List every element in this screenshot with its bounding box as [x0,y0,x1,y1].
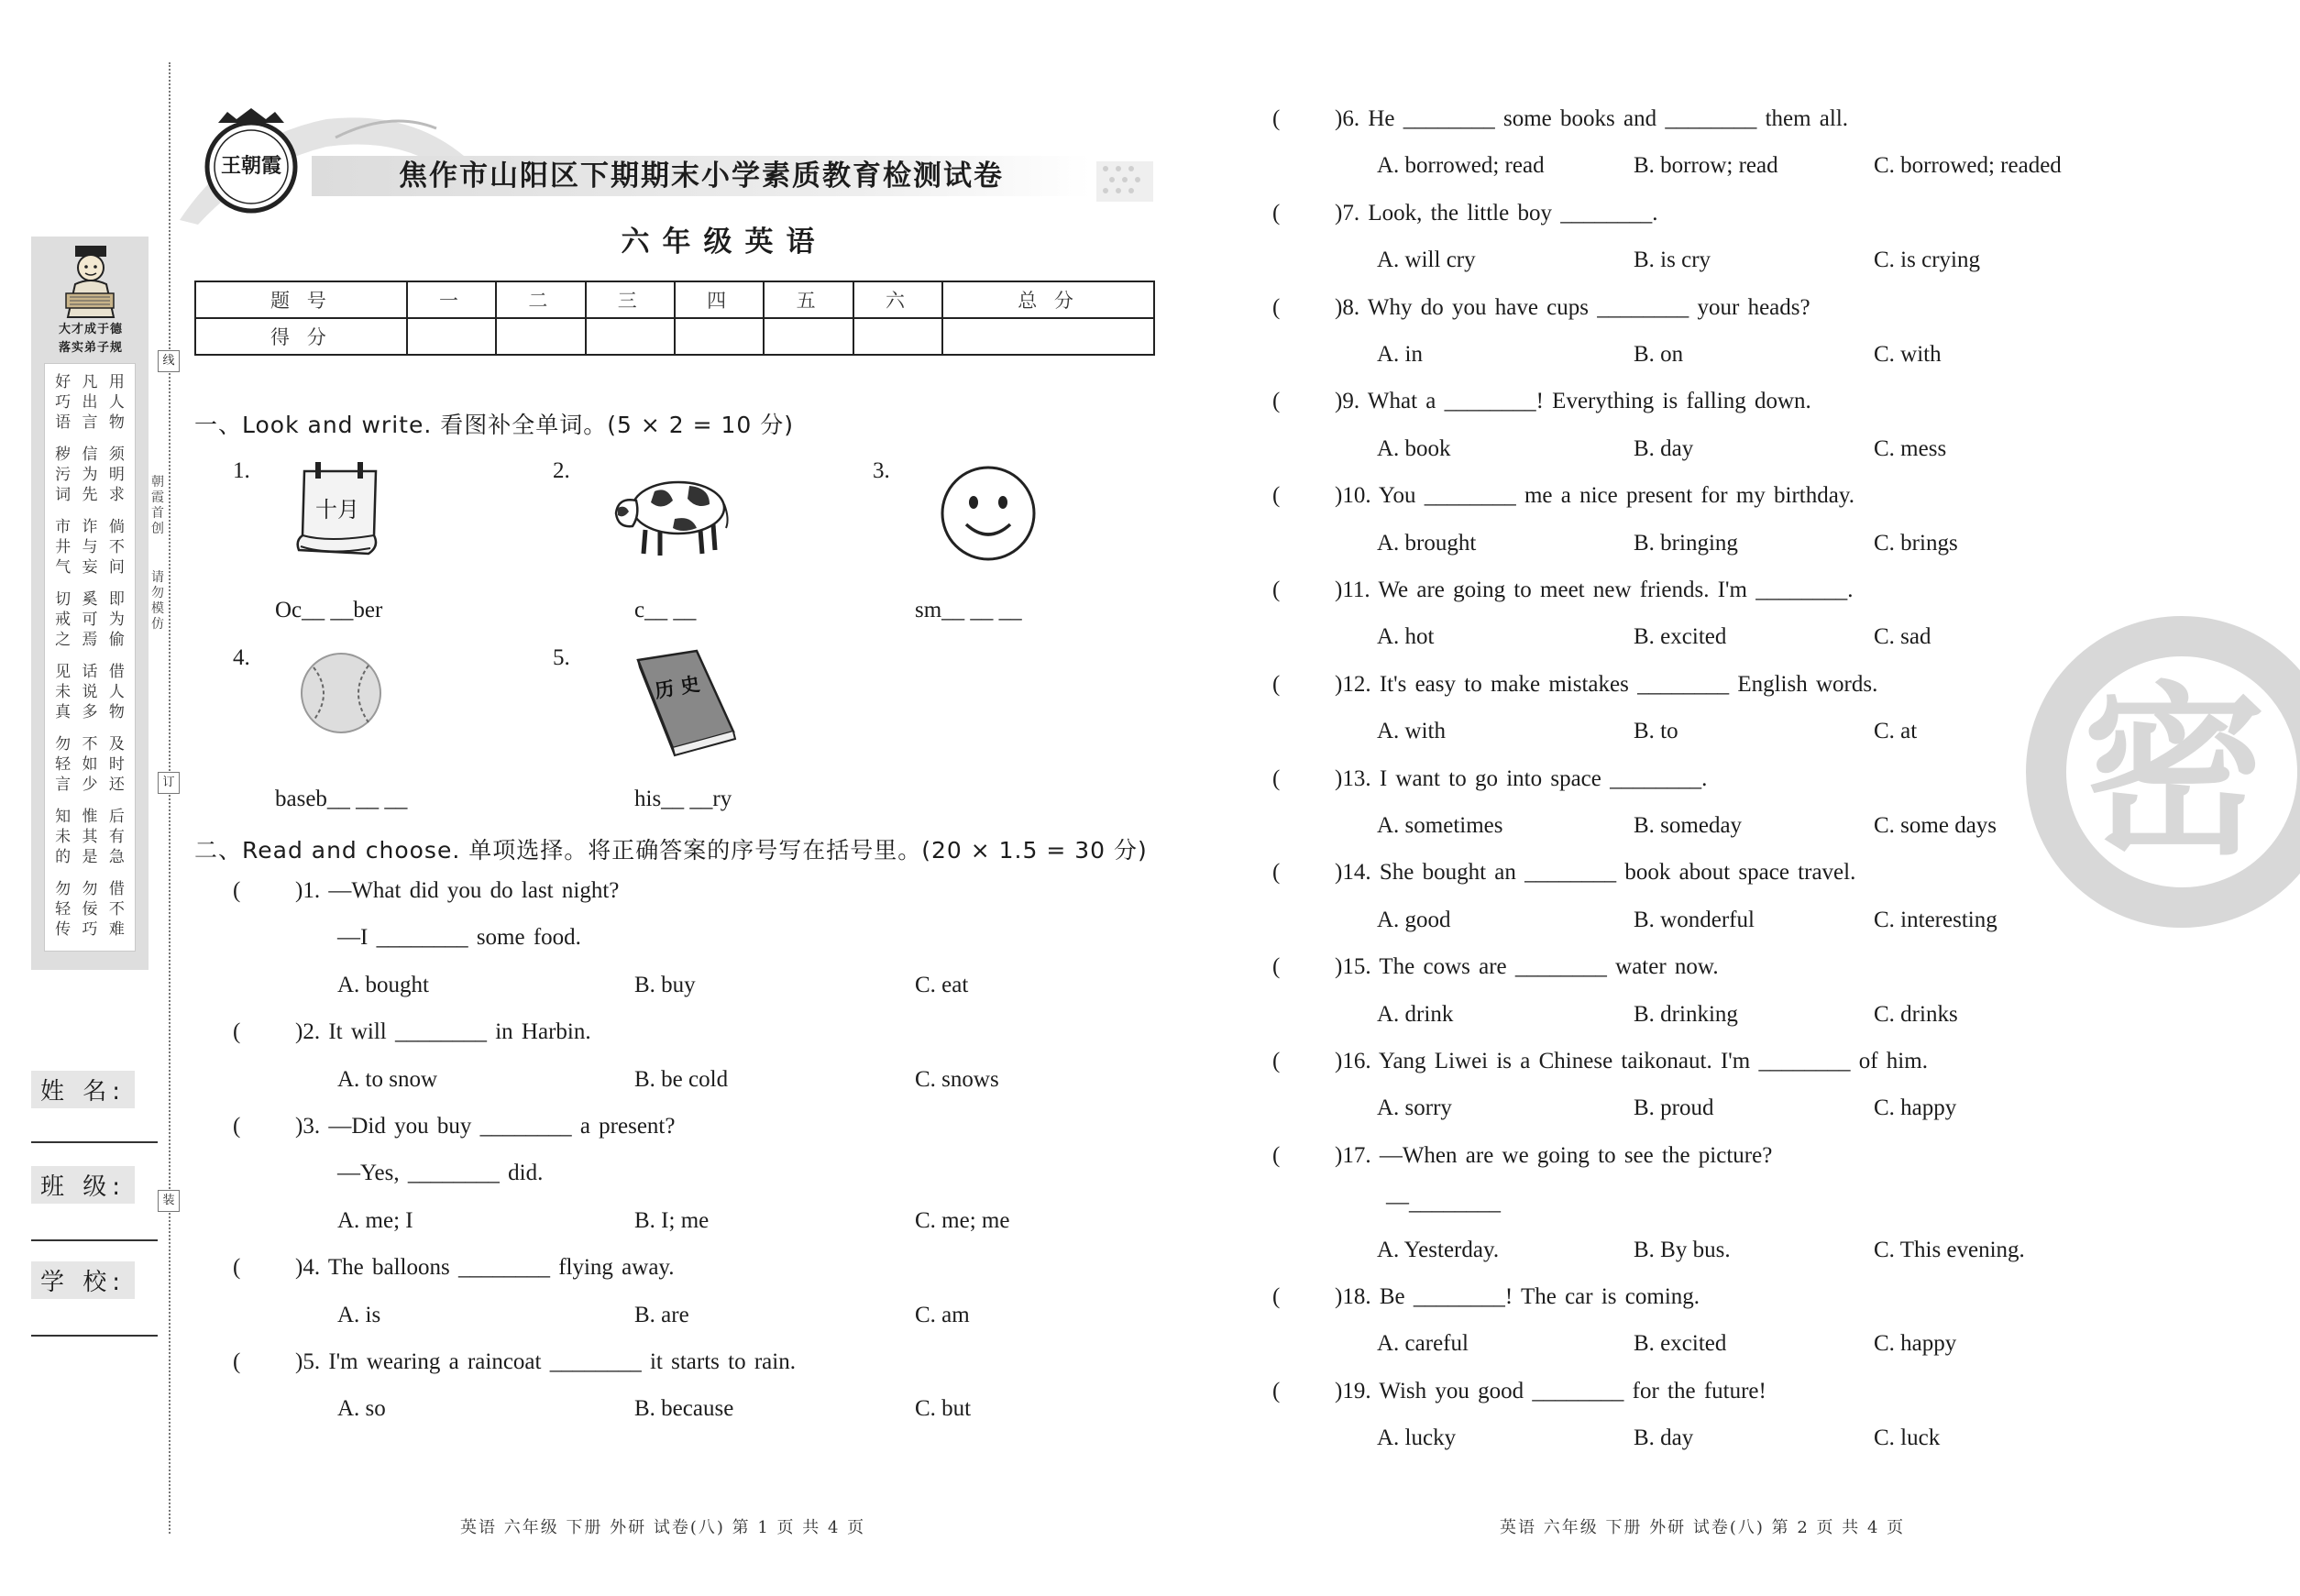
answer-option: C. happy [1874,1331,1957,1357]
score-header-cell: 总 分 [942,281,1154,318]
motto-column [53,517,73,578]
motto-char: 巧 [55,393,72,412]
school-label: 学 校: [31,1261,135,1299]
question-stem: )18. Be ________! The car is coming. [1335,1284,1700,1309]
motto-column [106,589,127,650]
answer-option: C. me; me [915,1207,1010,1233]
question-second-line: —________ [1386,1190,1501,1216]
answer-option: B. excited [1634,1331,1727,1357]
motto-char: 与 [82,538,98,556]
motto-column [53,662,73,722]
answer-bracket[interactable]: ( [1272,106,1281,131]
answer-option: C. borrowed; readed [1874,153,2062,179]
score-table [194,281,1155,356]
motto-group [44,879,136,940]
answer-option: A. bought [337,972,429,997]
answer-option: C. drinks [1874,1001,1958,1027]
score-row-label: 得 分 [195,318,407,355]
answer-option: A. with [1377,719,1446,744]
motto-column [53,589,73,650]
motto-char: 借 [108,880,125,898]
question-stem: )15. The cows are ________ water now. [1335,954,1719,980]
answer-bracket[interactable]: ( [1272,671,1281,697]
item-4-number: 4. [233,645,250,670]
answer-option: A. brought [1377,530,1477,556]
answer-bracket[interactable]: ( [1272,1049,1281,1073]
motto-char: 时 [108,755,125,774]
motto-char: 惟 [82,808,98,826]
answer-option: C. mess [1874,435,1947,461]
cow-icon [609,464,732,559]
exam-subtitle: 六年级英语 [621,226,828,259]
answer-option: C. am [915,1302,970,1327]
answer-option: C. brings [1874,530,1958,556]
answer-option: A. sorry [1377,1095,1452,1121]
answer-option: A. Yesterday. [1377,1237,1500,1262]
stamp-character: 密 [2083,666,2267,880]
motto-char: 如 [82,755,98,774]
calendar-text: 十月 [315,497,359,523]
motto-column [80,372,100,433]
question-stem: )6. He ________ some books and ________ them all. [1335,106,1849,131]
answer-option: C. happy [1874,1095,1957,1121]
motto-char: 不 [108,538,125,556]
motto-char: 的 [55,848,72,866]
question-stem: )3. —Did you buy ________ a present? [295,1114,676,1139]
question-stem: )4. The balloons ________ flying away. [295,1255,675,1281]
score-header-cell: 五 [764,281,853,318]
motto-column [106,662,127,722]
name-label: 姓 名: [31,1071,135,1108]
motto-char: 未 [55,683,72,701]
answer-bracket[interactable]: ( [1272,483,1281,509]
score-cell[interactable] [586,318,675,355]
motto-column [80,879,100,940]
question-stem: )11. We are going to meet new friends. I'm ________. [1335,578,1854,602]
motto-char: 用 [108,373,125,391]
school-field[interactable] [31,1335,158,1337]
motto-char: 物 [108,703,125,721]
motto-char: 其 [82,828,98,846]
answer-option: B. day [1634,1425,1694,1451]
motto-char: 为 [82,466,98,484]
score-cell[interactable] [496,318,585,355]
motto-char: 切 [55,590,72,609]
motto-char: 须 [108,446,125,464]
answer-option: C. some days [1874,813,1997,838]
motto-column [106,445,127,505]
question-stem: )9. What a ________! Everything is falling down. [1335,389,1811,414]
answer-option: C. luck [1874,1425,1941,1451]
question-stem: )16. Yang Liwei is a Chinese taikonaut. I'm ________ of him. [1335,1049,1928,1073]
motto-column [53,807,73,867]
motto-column [53,879,73,940]
score-header-cell: 题 号 [195,281,407,318]
motto-char: 偷 [108,631,125,649]
vertical-note-col-1: 朝 霞 首 创 [151,475,164,536]
motto-char: 人 [108,393,125,412]
answer-option: B. excited [1634,624,1727,650]
answer-option: B. bringing [1634,530,1738,556]
motto-char: 可 [82,611,98,629]
answer-option: B. day [1634,435,1694,461]
motto-char: 不 [82,735,98,754]
answer-option: B. borrow; read [1634,153,1778,179]
score-header-cell: 四 [675,281,764,318]
motto-text [44,363,136,952]
motto-char: 物 [108,413,125,432]
motto-char: 奚 [82,590,98,609]
motto-char: 信 [82,446,98,464]
answer-option: B. is cry [1634,248,1711,273]
answer-bracket[interactable]: ( [1272,860,1281,886]
motto-char: 明 [108,466,125,484]
answer-option: B. buy [634,972,696,997]
item-2-hint: c__ __ [634,598,697,622]
answer-bracket[interactable]: ( [233,878,241,903]
motto-group [44,589,136,650]
item-1-number: 1. [233,458,250,483]
score-cell[interactable] [407,318,496,355]
answer-bracket[interactable]: ( [1272,578,1281,602]
baseball-icon [299,651,383,735]
motto-column [80,662,100,722]
question-stem: )8. Why do you have cups ________ your heads? [1335,294,1810,320]
motto-char: 凡 [82,373,98,391]
motto-char: 词 [55,486,72,504]
motto-group [44,807,136,867]
vertical-note-2: 请 勿 模 仿 [151,570,164,632]
motto-column [53,372,73,433]
motto-char: 传 [55,920,72,939]
motto-column [80,517,100,578]
motto-column [80,734,100,795]
tagline-line-2: 落实弟子规 [58,341,123,355]
motto-char: 语 [55,413,72,432]
item-5-hint: his__ __ry [634,787,732,811]
answer-bracket[interactable]: ( [1272,294,1281,320]
motto-char: 言 [55,776,72,794]
motto-char: 话 [82,663,98,681]
motto-group [44,662,136,722]
motto-char: 言 [82,413,98,432]
motto-char: 多 [82,703,98,721]
answer-option: A. me; I [337,1207,413,1233]
score-cell[interactable] [764,318,853,355]
motto-char: 有 [108,828,125,846]
motto-char: 还 [108,776,125,794]
answer-option: C. sad [1874,624,1931,650]
answer-option: C. interesting [1874,907,1997,932]
motto-char: 戒 [55,611,72,629]
answer-option: A. book [1377,435,1451,461]
question-stem: )13. I want to go into space ________. [1335,765,1708,791]
answer-option: B. drinking [1634,1001,1738,1027]
answer-option: A. will cry [1377,248,1476,273]
answer-bracket[interactable]: ( [1272,1142,1281,1168]
margin-mark-xian: 线 [158,350,180,372]
motto-char: 佞 [82,900,98,919]
motto-char: 即 [108,590,125,609]
tagline-line-1: 大才成于德 [58,323,123,336]
answer-option: A. lucky [1377,1425,1457,1451]
motto-column [80,807,100,867]
answer-option: A. so [337,1396,386,1422]
answer-option: C. is crying [1874,248,1980,273]
score-header-cell: 一 [407,281,496,318]
motto-column [106,879,127,940]
answer-option: C. but [915,1396,972,1422]
name-field[interactable] [31,1141,158,1143]
motto-column [106,734,127,795]
motto-char: 难 [108,920,125,939]
motto-char: 勿 [82,880,98,898]
motto-char: 好 [55,373,72,391]
answer-option: B. proud [1634,1095,1714,1121]
answer-option: B. By bus. [1634,1237,1731,1262]
motto-char: 市 [55,518,72,536]
answer-option: C. snows [915,1066,999,1092]
motto-column [106,517,127,578]
answer-option: C. with [1874,342,1942,367]
answer-option: B. someday [1634,813,1743,838]
score-cell[interactable] [675,318,764,355]
item-3-number: 3. [873,458,890,483]
score-header-cell: 二 [496,281,585,318]
answer-bracket[interactable]: ( [1272,765,1281,791]
answer-option: C. at [1874,719,1918,744]
answer-option: B. because [634,1396,734,1422]
motto-char: 后 [108,808,125,826]
motto-column [106,807,127,867]
answer-option: B. are [634,1302,689,1327]
motto-char: 及 [108,735,125,754]
item-2-number: 2. [553,458,570,483]
motto-char: 妄 [82,558,98,577]
answer-bracket[interactable]: ( [1272,389,1281,414]
section-1-heading: 一、Look and write. 看图补全单词。(5 × 2 = 10 分) [194,412,794,438]
answer-option: B. I; me [634,1207,710,1233]
class-label: 班 级: [31,1166,135,1204]
answer-option: B. be cold [634,1066,729,1092]
question-stem: )14. She bought an ________ book about space travel. [1335,860,1856,886]
motto-char: 先 [82,486,98,504]
item-5-number: 5. [553,645,570,670]
score-header-cell: 六 [853,281,942,318]
answer-bracket[interactable]: ( [233,1255,241,1281]
answer-option: C. This evening. [1874,1237,2025,1262]
answer-bracket[interactable]: ( [1272,200,1281,226]
motto-char: 焉 [82,631,98,649]
question-stem: )10. You ________ me a nice present for my birthday. [1335,483,1854,509]
question-stem: )2. It will ________ in Harbin. [295,1019,591,1045]
motto-char: 人 [108,683,125,701]
answer-bracket[interactable]: ( [1272,954,1281,980]
motto-char: 秽 [55,446,72,464]
motto-char: 未 [55,828,72,846]
answer-bracket[interactable]: ( [1272,1284,1281,1309]
answer-bracket[interactable]: ( [233,1349,241,1374]
question-stem: )5. I'm wearing a raincoat ________ it starts to rain. [295,1349,796,1374]
publisher-logo [200,105,303,215]
motto-group [44,372,136,433]
answer-option: A. drink [1377,1001,1454,1027]
motto-char: 之 [55,631,72,649]
motto-char: 真 [55,703,72,721]
margin-mark-ding: 订 [158,772,180,794]
answer-bracket[interactable]: ( [233,1019,241,1045]
motto-group [44,445,136,505]
item-3-hint: sm__ __ __ [915,598,1022,622]
exam-title: 焦作市山阳区下期期末小学素质教育检测试卷 [399,160,1004,193]
motto-column [53,445,73,505]
score-header-cell: 三 [586,281,675,318]
question-stem: )17. —When are we going to see the picture? [1335,1142,1773,1168]
motto-char: 急 [108,848,125,866]
answer-option: A. to snow [337,1066,438,1092]
motto-group [44,517,136,578]
logo-text: 王朝霞 [220,154,281,178]
smiley-icon [939,464,1038,563]
answer-option: A. careful [1377,1331,1469,1357]
item-4-hint: baseb__ __ __ [275,787,408,811]
section-2-heading: 二、Read and choose. 单项选择。将正确答案的序号写在括号里。(20 × 1.5 = 30 分) [194,837,1148,864]
class-field[interactable] [31,1239,158,1241]
motto-char: 倘 [108,518,125,536]
motto-char: 轻 [55,755,72,774]
motto-char: 污 [55,466,72,484]
score-cell[interactable] [853,318,942,355]
motto-char: 见 [55,663,72,681]
motto-char: 勿 [55,735,72,754]
score-table-header-row [195,281,1154,318]
question-second-line: —I ________ some food. [337,925,581,951]
scholar-illustration [51,240,128,319]
answer-option: A. sometimes [1377,813,1503,838]
motto-char: 出 [82,393,98,412]
calendar-icon [292,458,387,561]
answer-option: A. hot [1377,624,1435,650]
question-stem: )1. —What did you do last night? [295,878,620,903]
motto-char: 轻 [55,900,72,919]
motto-char: 求 [108,486,125,504]
answer-option: A. is [337,1302,381,1327]
answer-bracket[interactable]: ( [1272,1378,1281,1403]
motto-char: 气 [55,558,72,577]
sidebar-tagline [37,321,145,358]
answer-option: A. in [1377,342,1423,367]
motto-char: 为 [108,611,125,629]
motto-column [80,445,100,505]
history-book-icon [633,647,746,759]
motto-char: 井 [55,538,72,556]
binding-line [169,62,171,1534]
answer-option: C. eat [915,972,969,997]
book-title: 历 史 [653,672,702,703]
motto-char: 知 [55,808,72,826]
footer-page-1: 英语 六年级 下册 外研 试卷(八) 第 1 页 共 4 页 [460,1518,866,1537]
footer-page-2: 英语 六年级 下册 外研 试卷(八) 第 2 页 共 4 页 [1500,1518,1906,1537]
question-second-line: —Yes, ________ did. [337,1161,544,1186]
score-cell[interactable] [942,318,1154,355]
motto-char: 少 [82,776,98,794]
motto-column [53,734,73,795]
question-stem: )12. It's easy to make mistakes ________ English words. [1335,671,1878,697]
item-1-hint: Oc__ __ber [275,598,383,622]
answer-option: B. to [1634,719,1678,744]
question-stem: )19. Wish you good ________ for the future! [1335,1378,1766,1403]
motto-char: 借 [108,663,125,681]
question-stem: )7. Look, the little boy ________. [1335,200,1658,226]
motto-char: 巧 [82,920,98,939]
answer-bracket[interactable]: ( [233,1114,241,1139]
motto-group [44,734,136,795]
motto-char: 问 [108,558,125,577]
confidential-stamp [2026,616,2300,928]
motto-char: 不 [108,900,125,919]
answer-option: B. wonderful [1634,907,1755,932]
answer-option: B. on [1634,342,1684,367]
answer-option: A. good [1377,907,1451,932]
score-table-score-row [195,318,1154,355]
motto-char: 诈 [82,518,98,536]
motto-char: 勿 [55,880,72,898]
motto-char: 是 [82,848,98,866]
motto-column [80,589,100,650]
margin-mark-zhuang: 装 [158,1190,180,1212]
motto-char: 说 [82,683,98,701]
motto-column [106,372,127,433]
answer-option: A. borrowed; read [1377,153,1545,179]
vertical-note [150,475,165,537]
